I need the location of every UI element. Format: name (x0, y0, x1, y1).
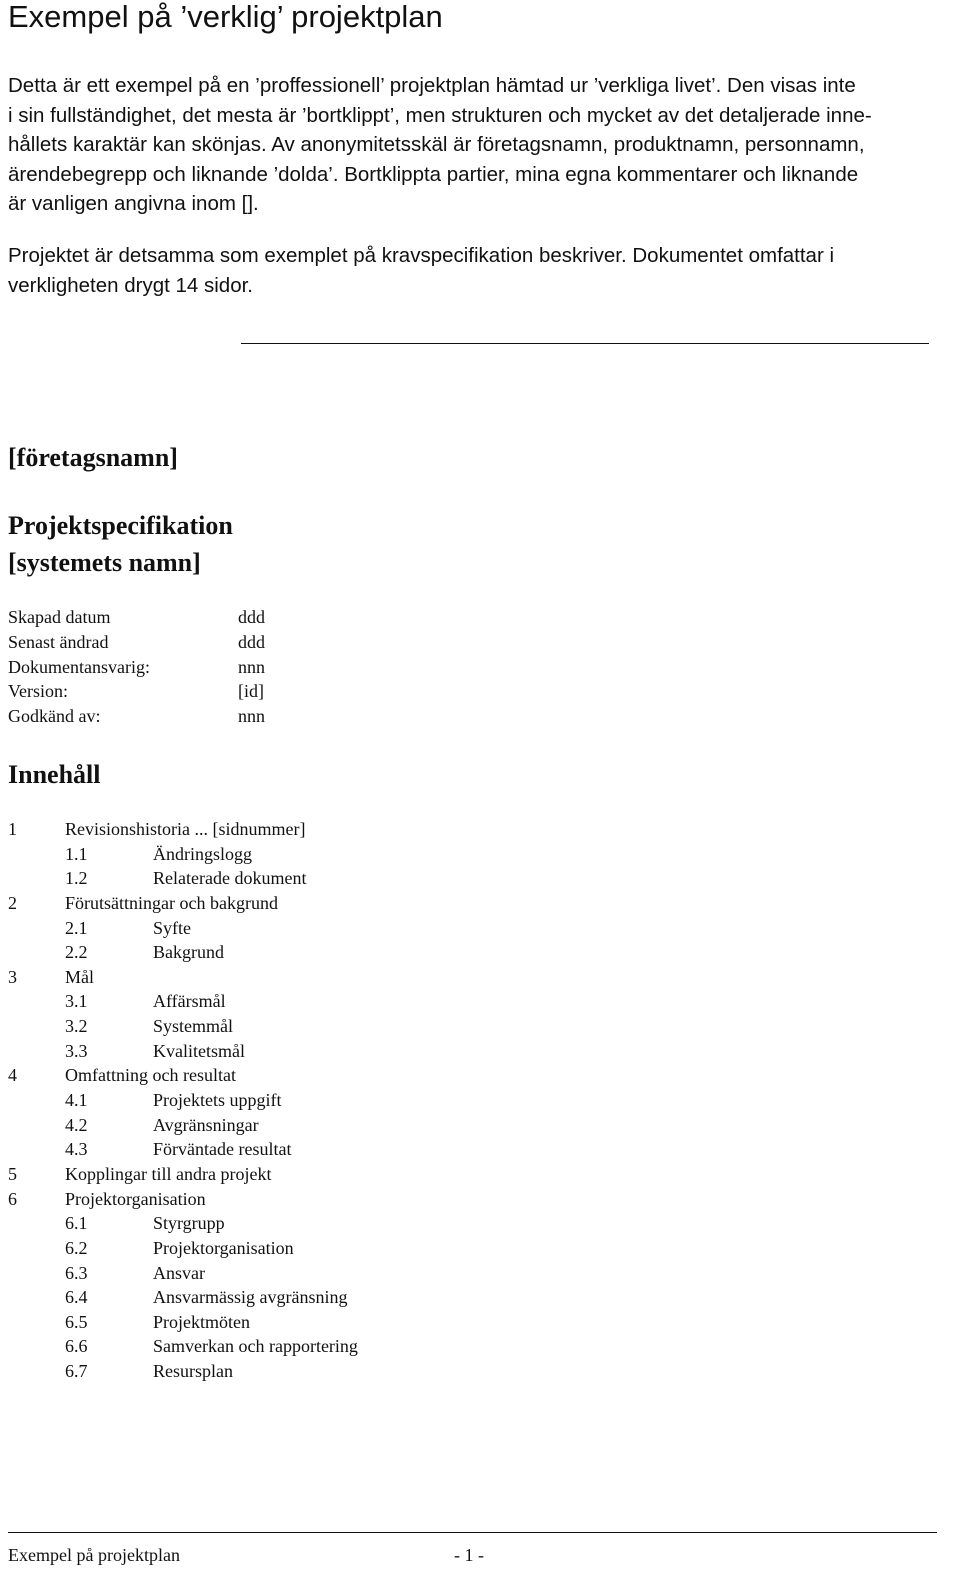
toc-entry-title: Omfattning och resultat (65, 1065, 236, 1086)
intro-line: Projektet är detsamma som exemplet på kravspecifikation beskriver. Dokumentet omfattar i (8, 244, 835, 267)
toc-entry-title: Kopplingar till andra projekt (65, 1163, 272, 1184)
intro-line: verkligheten drygt 14 sidor. (8, 273, 253, 297)
toc-entry-number: 6.6 (65, 1336, 88, 1357)
footer-page-number: - 1 - (454, 1545, 484, 1565)
toc-entry-title: Ansvarmässig avgränsning (153, 1287, 348, 1308)
meta-label: Godkänd av: (8, 706, 101, 726)
toc-entry-number: 6.3 (65, 1262, 88, 1283)
toc-entry-title: Ansvar (153, 1262, 205, 1283)
toc-entry-number: 3.3 (65, 1040, 88, 1061)
toc-entry-title: Syfte (153, 917, 191, 938)
toc-entry-title: Affärsmål (153, 991, 226, 1012)
toc-entry-number: 2 (8, 892, 17, 913)
toc-entry-title: Kvalitetsmål (153, 1040, 245, 1061)
system-name-heading: [systemets namn] (8, 548, 201, 577)
company-name-heading: [företagsnamn] (8, 443, 178, 472)
toc-entry-number: 2.2 (65, 942, 88, 963)
toc-entry-title: Samverkan och rapportering (153, 1336, 358, 1357)
toc-entry-title: Ändringslogg (153, 843, 252, 864)
intro-line: ärendebegrepp och liknande ’dolda’. Bortklippta partier, mina egna kommentarer och liknande (8, 162, 859, 186)
toc-entry-number: 3.2 (65, 1016, 88, 1037)
toc-entry-number: 1.1 (65, 843, 88, 864)
toc-entry-number: 6 (8, 1188, 17, 1209)
meta-label: Version: (8, 681, 68, 702)
toc-entry-title: Förutsättningar och bakgrund (65, 892, 278, 913)
separator-line (241, 343, 929, 344)
meta-value: nnn (238, 706, 265, 726)
toc-entry-title: Mål (65, 966, 94, 987)
toc-entry-number: 3.1 (65, 991, 88, 1012)
toc-entry-number: 4 (8, 1065, 17, 1086)
intro-line: Detta är ett exempel på en ’proffessionell’ projektplan hämtad ur ’verkliga livet’. Den visas inte (8, 74, 856, 97)
intro-line: hållets karaktär kan skönjas. Av anonymitetsskäl är företagsnamn, produktnamn, personnamn, (8, 133, 865, 156)
meta-value: ddd (238, 607, 265, 627)
toc-entry-title: Resursplan (153, 1361, 233, 1382)
spec-title-heading: Projektspecifikation (8, 511, 233, 540)
toc-entry-title: Avgränsningar (153, 1114, 259, 1135)
meta-label: Skapad datum (8, 607, 111, 627)
toc-entry-title: Projektorganisation (153, 1237, 294, 1258)
toc-entry-number: 5 (8, 1163, 17, 1184)
toc-entry-number: 6.5 (65, 1311, 88, 1332)
toc-entry-title: Projektorganisation (65, 1188, 206, 1209)
toc-entry-title: Projektets uppgift (153, 1090, 282, 1111)
toc-entry-title: Förväntade resultat (153, 1139, 292, 1160)
toc-entry-title: Revisionshistoria ... [sidnummer] (65, 819, 306, 839)
meta-value: ddd (238, 631, 265, 652)
document-title: Exempel på ’verklig’ projektplan (8, 0, 443, 34)
toc-entry-number: 4.3 (65, 1139, 88, 1160)
meta-value: nnn (238, 656, 265, 677)
toc-entry-number: 1 (8, 819, 17, 839)
intro-paragraph (8, 71, 952, 219)
intro-line: i sin fullständighet, det mesta är ’bortklippt’, men strukturen och mycket av det detaljerade inne- (8, 103, 872, 127)
toc-entry-number: 6.2 (65, 1237, 88, 1258)
toc-entry-title: Styrgrupp (153, 1213, 225, 1234)
toc-entry-number: 1.2 (65, 868, 88, 889)
meta-label: Dokumentansvarig: (8, 656, 150, 677)
meta-label: Senast ändrad (8, 631, 109, 652)
toc-entry-number: 4.2 (65, 1114, 88, 1135)
toc-entry-title: Systemmål (153, 1016, 233, 1037)
toc-entry-number: 6.4 (65, 1287, 88, 1308)
intro-line: är vanligen angivna inom []. (8, 192, 259, 215)
toc-entry-number: 6.7 (65, 1361, 88, 1382)
toc-entry-number: 4.1 (65, 1090, 88, 1111)
toc-entry-title: Relaterade dokument (153, 868, 307, 889)
toc-entry-title: Bakgrund (153, 942, 224, 963)
toc-heading: Innehåll (8, 760, 101, 789)
toc-entry-number: 6.1 (65, 1213, 88, 1234)
toc-entry-number: 2.1 (65, 917, 88, 938)
intro-paragraph-2 (8, 241, 952, 300)
footer-title: Exempel på projektplan (8, 1545, 180, 1565)
meta-value: [id] (238, 681, 264, 702)
toc-entry-number: 3 (8, 966, 17, 987)
toc-entry-title: Projektmöten (153, 1311, 250, 1332)
footer-rule (8, 1532, 937, 1533)
